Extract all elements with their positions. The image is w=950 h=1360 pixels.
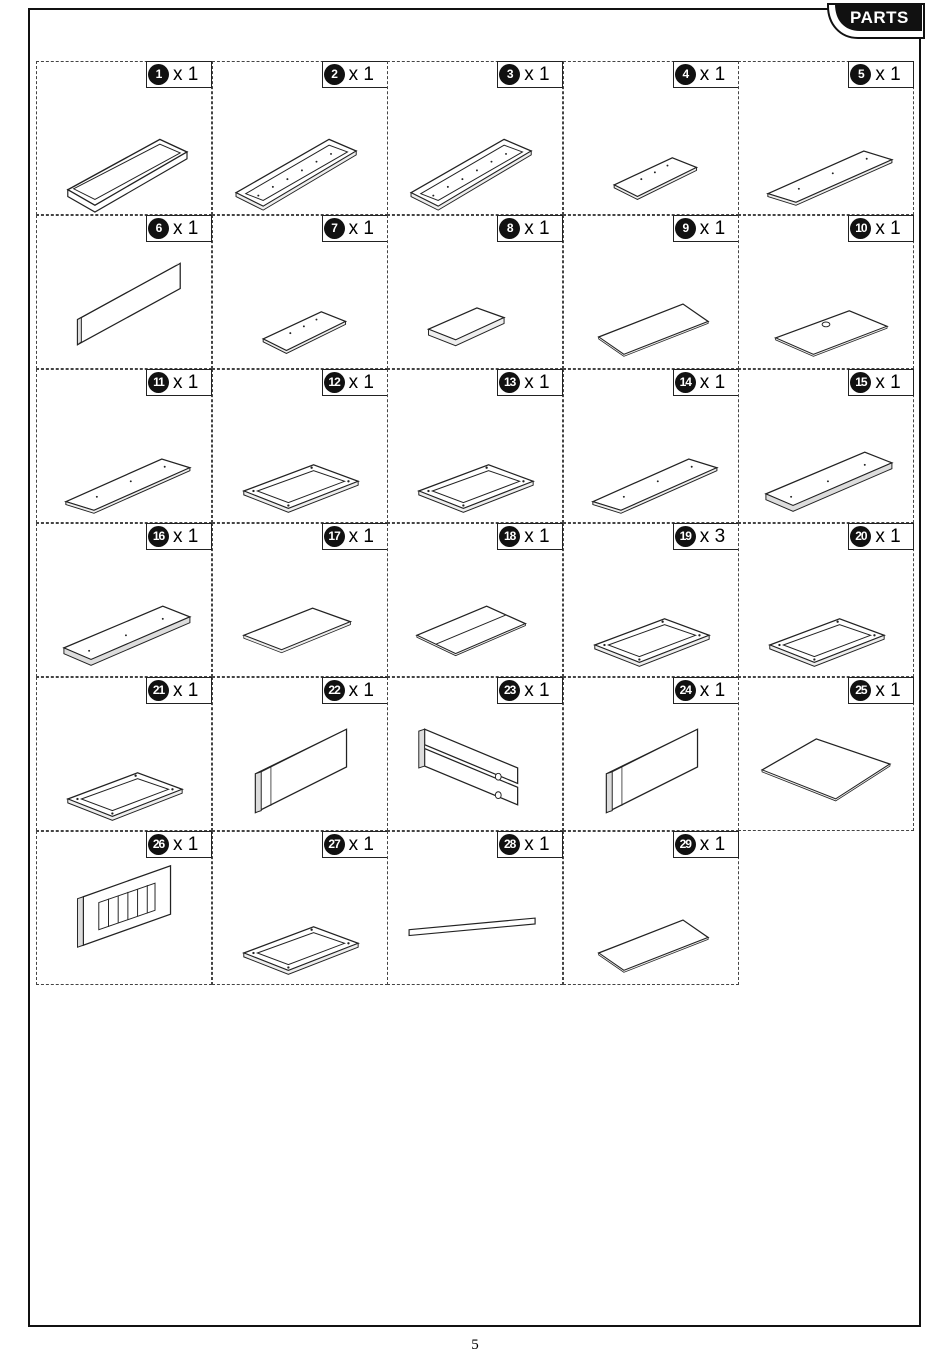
part-number: 26 (148, 834, 169, 855)
part-illustration (739, 396, 913, 522)
part-cell (738, 677, 914, 831)
part-illustration (739, 242, 913, 368)
part-number: 12 (324, 372, 345, 393)
part-cell (563, 831, 739, 985)
part-badge (673, 369, 739, 396)
parts-tab-label: PARTS (850, 8, 909, 27)
part-quantity: x 3 (699, 526, 726, 547)
part-quantity: x 1 (348, 218, 374, 239)
part-illustration (564, 396, 738, 522)
part-illustration (388, 396, 562, 522)
part-illustration (37, 242, 211, 368)
part-number: 9 (675, 218, 696, 239)
part-number: 13 (499, 372, 520, 393)
part-number: 16 (148, 526, 169, 547)
part-quantity: x 1 (699, 218, 726, 239)
part-illustration (564, 88, 738, 214)
part-cell (738, 369, 914, 523)
part-badge (848, 369, 914, 396)
part-quantity: x 1 (348, 834, 374, 855)
part-badge (848, 215, 914, 242)
part-badge (848, 677, 914, 704)
part-illustration (37, 88, 211, 214)
part-cell (36, 831, 212, 985)
part-quantity: x 1 (173, 526, 199, 547)
part-illustration (213, 704, 387, 830)
part-cell (387, 831, 563, 985)
part-cell (36, 523, 212, 677)
part-cell (563, 523, 739, 677)
part-cell (36, 677, 212, 831)
part-cell (738, 61, 914, 215)
part-quantity: x 1 (524, 834, 550, 855)
part-badge (146, 831, 212, 858)
part-illustration (37, 858, 211, 984)
part-quantity: x 1 (348, 64, 374, 85)
part-badge (146, 61, 212, 88)
part-number: 24 (675, 680, 696, 701)
part-number: 15 (850, 372, 871, 393)
part-illustration (739, 88, 913, 214)
part-quantity: x 1 (875, 526, 901, 547)
part-badge (497, 215, 563, 242)
part-quantity: x 1 (524, 64, 550, 85)
part-illustration (739, 550, 913, 676)
part-quantity: x 1 (699, 64, 726, 85)
part-illustration (564, 242, 738, 368)
part-quantity: x 1 (173, 680, 199, 701)
part-number: 20 (850, 526, 871, 547)
part-number: 23 (499, 680, 520, 701)
part-quantity: x 1 (875, 64, 901, 85)
part-badge (322, 369, 388, 396)
part-cell (387, 215, 563, 369)
part-illustration (37, 550, 211, 676)
part-cell (387, 61, 563, 215)
part-badge (146, 215, 212, 242)
part-cell (36, 369, 212, 523)
part-illustration (37, 704, 211, 830)
part-quantity: x 1 (875, 680, 901, 701)
part-cell (212, 369, 388, 523)
part-cell (387, 369, 563, 523)
part-number: 4 (675, 64, 696, 85)
part-badge (673, 215, 739, 242)
part-cell (212, 523, 388, 677)
part-badge (322, 677, 388, 704)
part-number: 14 (675, 372, 696, 393)
part-badge (497, 831, 563, 858)
part-cell (387, 677, 563, 831)
part-illustration (388, 704, 562, 830)
part-number: 1 (148, 64, 169, 85)
part-number: 25 (850, 680, 871, 701)
part-number: 2 (324, 64, 345, 85)
part-badge (848, 523, 914, 550)
part-cell (563, 215, 739, 369)
part-cell (212, 677, 388, 831)
part-quantity: x 1 (173, 218, 199, 239)
part-cell (212, 831, 388, 985)
part-badge (673, 61, 739, 88)
part-illustration (37, 396, 211, 522)
part-number: 29 (675, 834, 696, 855)
part-cell (36, 215, 212, 369)
part-cell (212, 61, 388, 215)
part-illustration (213, 396, 387, 522)
part-badge (673, 677, 739, 704)
part-illustration (564, 858, 738, 984)
part-illustration (388, 550, 562, 676)
part-number: 6 (148, 218, 169, 239)
part-quantity: x 1 (348, 526, 374, 547)
part-quantity: x 1 (699, 372, 726, 393)
part-number: 22 (324, 680, 345, 701)
part-badge (497, 523, 563, 550)
part-quantity: x 1 (173, 372, 199, 393)
part-number: 19 (675, 526, 696, 547)
part-badge (497, 369, 563, 396)
part-badge (322, 523, 388, 550)
page-number: 5 (471, 1337, 479, 1353)
part-badge (146, 677, 212, 704)
part-number: 18 (499, 526, 520, 547)
part-badge (322, 215, 388, 242)
part-quantity: x 1 (524, 680, 550, 701)
part-number: 8 (499, 218, 520, 239)
part-quantity: x 1 (699, 680, 726, 701)
part-badge (497, 677, 563, 704)
part-cell (738, 215, 914, 369)
part-number: 28 (499, 834, 520, 855)
part-illustration (388, 242, 562, 368)
part-illustration (739, 704, 913, 830)
part-cell (36, 61, 212, 215)
part-cell (563, 677, 739, 831)
part-number: 17 (324, 526, 345, 547)
part-illustration (213, 858, 387, 984)
part-badge (673, 523, 739, 550)
part-badge (497, 61, 563, 88)
part-cell (387, 523, 563, 677)
part-quantity: x 1 (875, 372, 901, 393)
part-number: 27 (324, 834, 345, 855)
part-quantity: x 1 (524, 218, 550, 239)
part-cell (563, 369, 739, 523)
part-number: 21 (148, 680, 169, 701)
part-illustration (213, 88, 387, 214)
part-cell (738, 523, 914, 677)
part-illustration (388, 858, 562, 984)
part-number: 3 (499, 64, 520, 85)
part-quantity: x 1 (173, 834, 199, 855)
part-quantity: x 1 (173, 64, 199, 85)
part-illustration (564, 550, 738, 676)
part-quantity: x 1 (348, 372, 374, 393)
part-illustration (388, 88, 562, 214)
part-illustration (213, 550, 387, 676)
part-badge (848, 61, 914, 88)
part-quantity: x 1 (524, 526, 550, 547)
part-quantity: x 1 (875, 218, 901, 239)
part-badge (322, 831, 388, 858)
part-badge (322, 61, 388, 88)
part-number: 7 (324, 218, 345, 239)
part-illustration (564, 704, 738, 830)
part-quantity: x 1 (524, 372, 550, 393)
part-quantity: x 1 (699, 834, 726, 855)
part-number: 11 (148, 372, 169, 393)
part-number: 10 (850, 218, 871, 239)
part-cell (563, 61, 739, 215)
part-quantity: x 1 (348, 680, 374, 701)
part-cell (212, 215, 388, 369)
part-badge (673, 831, 739, 858)
part-badge (146, 523, 212, 550)
part-illustration (213, 242, 387, 368)
part-number: 5 (850, 64, 871, 85)
part-badge (146, 369, 212, 396)
